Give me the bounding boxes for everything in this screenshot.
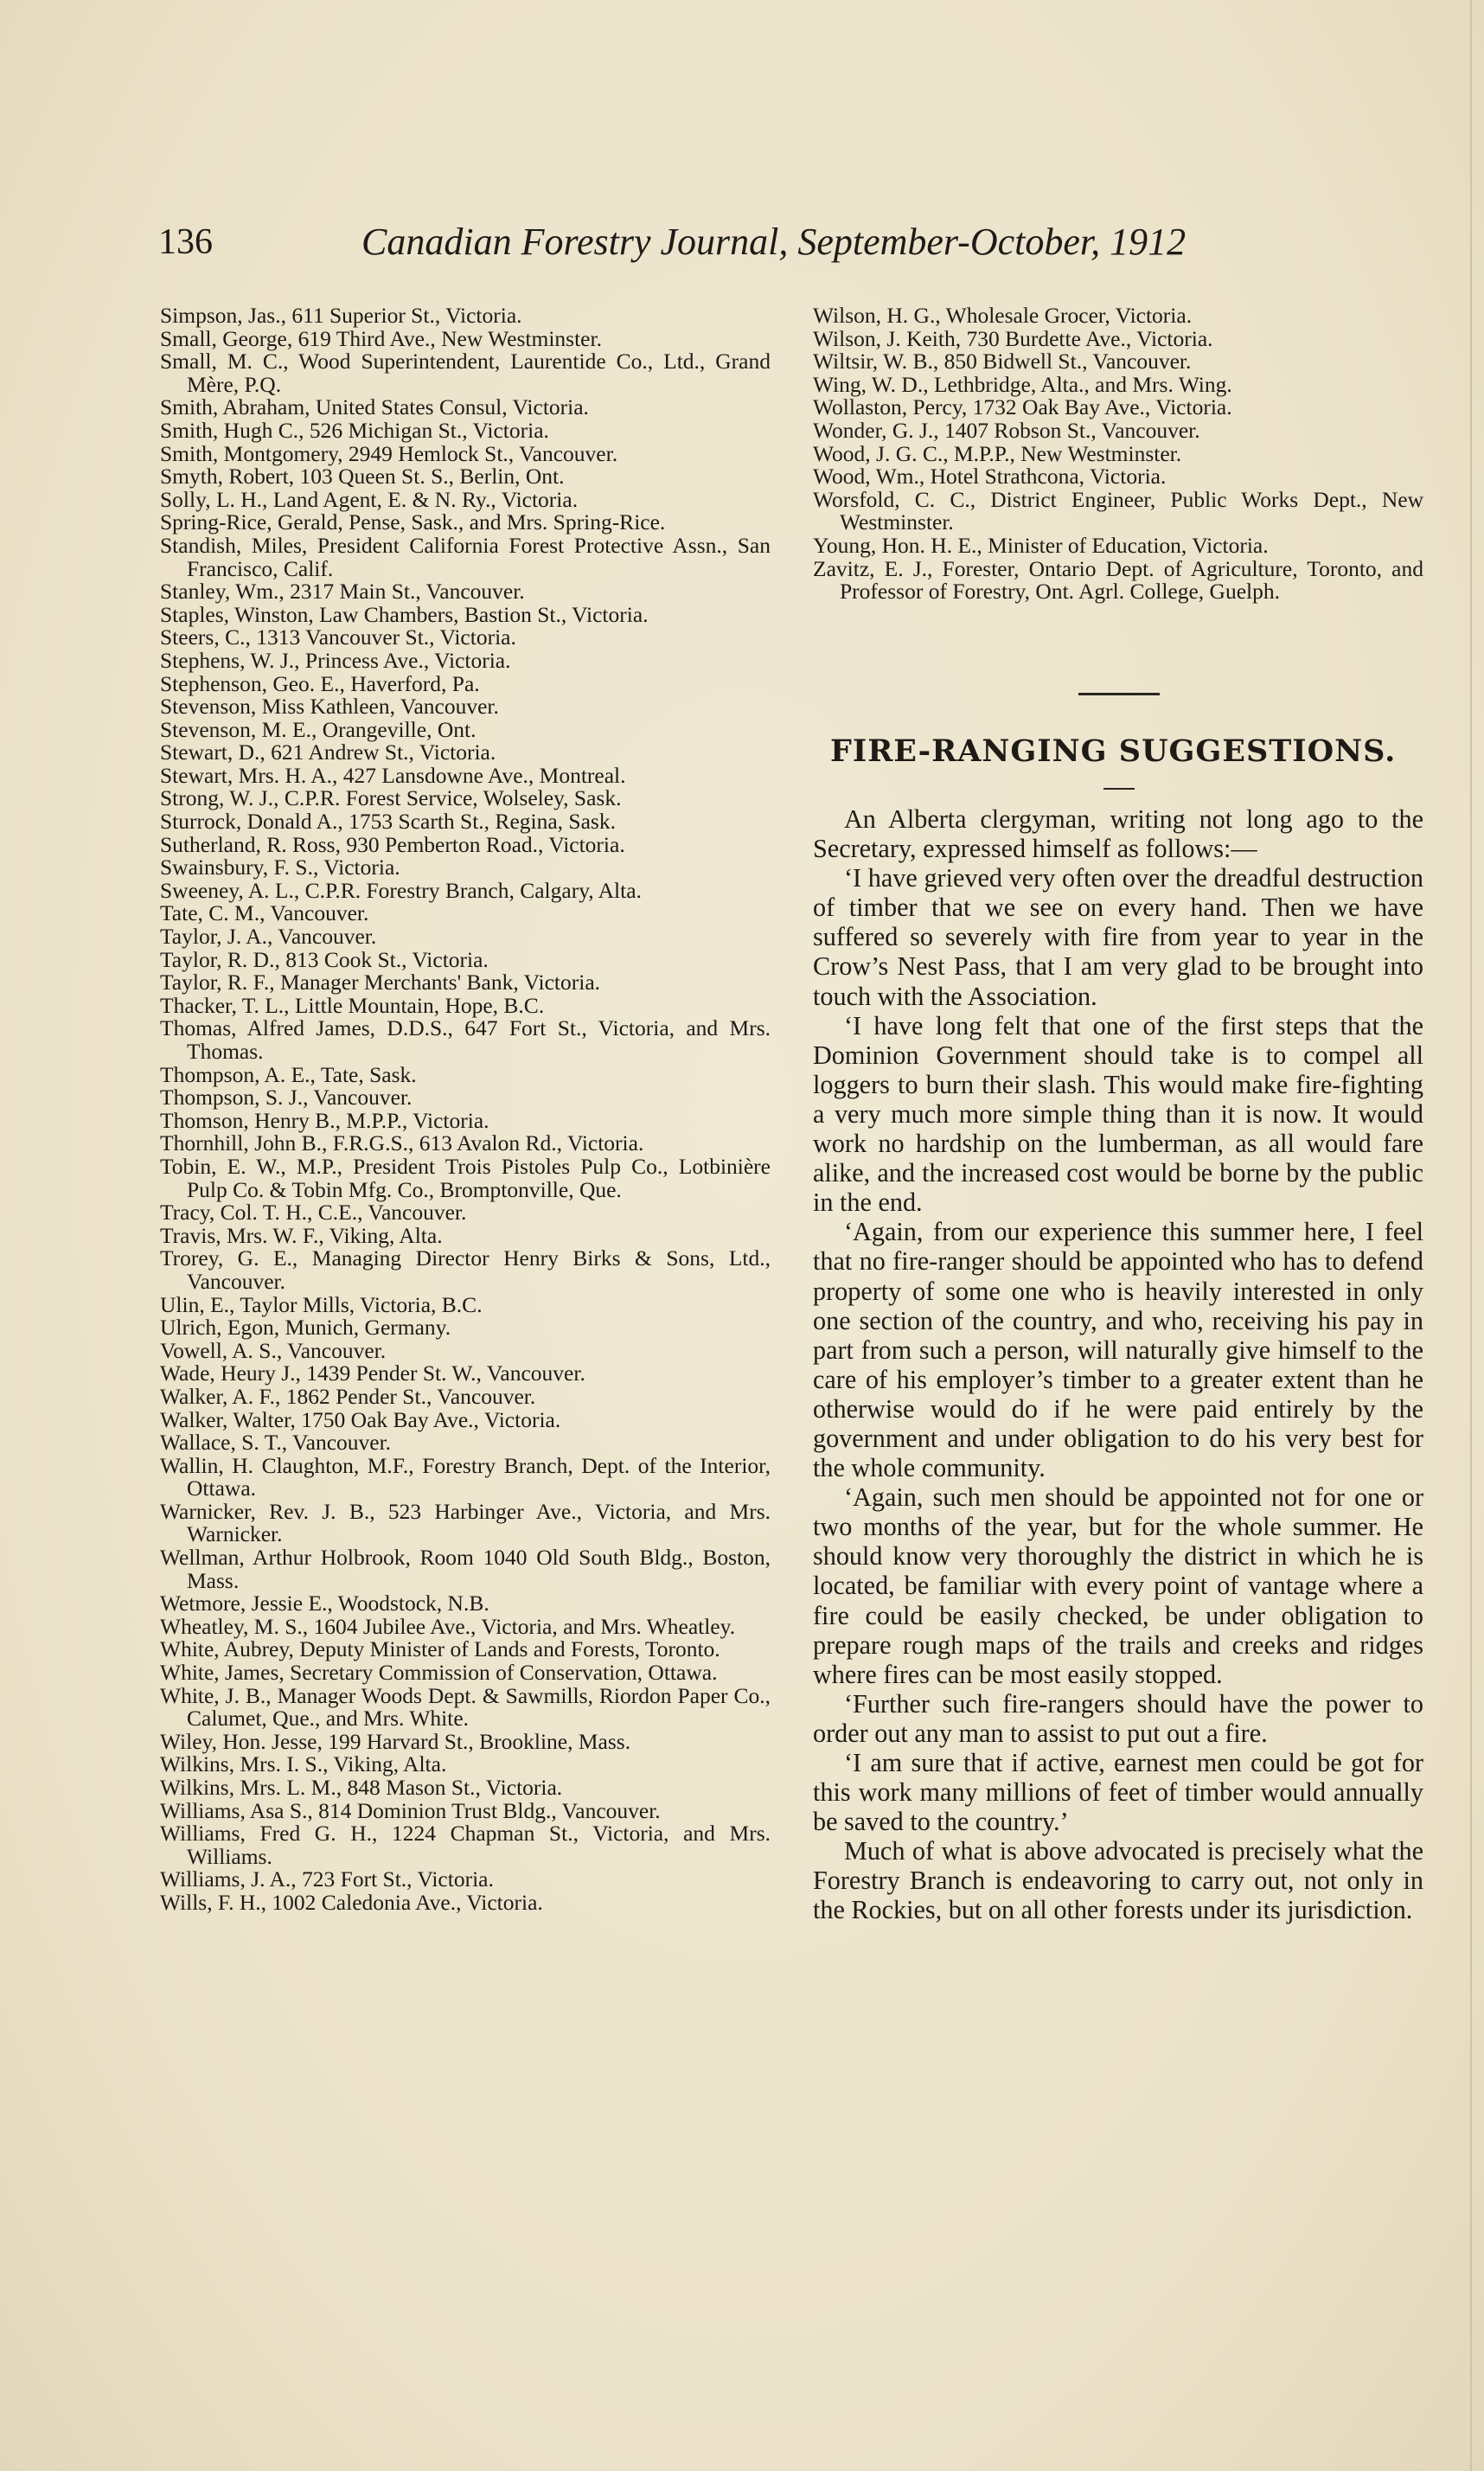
member-entry: Wills, F. H., 1002 Caledonia Ave., Victoria.	[160, 1889, 543, 1915]
member-entry: Staples, Winston, Law Chambers, Bastion St., Victoria.	[160, 601, 649, 627]
member-entry: White, Aubrey, Deputy Minister of Lands and Forests, Toronto.	[160, 1636, 720, 1662]
page-number: 136	[158, 222, 213, 262]
member-entry: Vowell, A. S., Vancouver.	[160, 1337, 387, 1363]
member-entry: Stephenson, Geo. E., Haverford, Pa.	[160, 670, 480, 696]
member-entry: Wallin, H. Claughton, M.F., Forestry Branch, Dept. of the Interior, Ottawa.	[160, 1452, 771, 1501]
page-header	[158, 218, 1231, 266]
article-paragraph: ‘Again, from our experience this summer here, I feel that no fire-ranger should be appointed who has to defend property of some one who is heavily interested in only one section of the country, and who, receiving his pay in part from such a person, will naturally give himself to the care of his employer’s timber to a greater extent than he otherwise would do if he were paid entirely by the government and under obligation to do his very best for the whole community.	[813, 1217, 1423, 1483]
member-entry: Smith, Abraham, United States Consul, Victoria.	[160, 394, 589, 420]
member-entry: Tobin, E. W., M.P., President Trois Pistoles Pulp Co., Lotbinière Pulp Co. & Tobin Mfg. Co., Bromptonville, Que.	[160, 1153, 771, 1202]
member-entry: Travis, Mrs. W. F., Viking, Alta.	[160, 1222, 443, 1248]
member-entry: Wing, W. D., Lethbridge, Alta., and Mrs. Wing.	[813, 371, 1232, 397]
member-entry: Wilkins, Mrs. L. M., 848 Mason St., Victoria.	[160, 1775, 563, 1800]
article-body	[813, 804, 1423, 1925]
member-entry: Smith, Hugh C., 526 Michigan St., Victoria.	[160, 417, 549, 443]
member-entry: Solly, L. H., Land Agent, E. & N. Ry., Victoria.	[160, 486, 579, 512]
member-entry: Wallace, S. T., Vancouver.	[160, 1430, 392, 1456]
member-entry: Thacker, T. L., Little Mountain, Hope, B.C.	[160, 992, 545, 1018]
member-entry: Thornhill, John B., F.R.G.S., 613 Avalon Rd., Victoria.	[160, 1130, 644, 1156]
page-edge	[1470, 0, 1472, 2471]
member-entry: Wollaston, Percy, 1732 Oak Bay Ave., Victoria.	[813, 394, 1232, 420]
article-paragraph: ‘I am sure that if active, earnest men could be got for this work many millions of feet of timber would annually be saved to the country.’	[813, 1748, 1423, 1837]
member-entry: Tate, C. M., Vancouver.	[160, 900, 369, 926]
member-entry: Sturrock, Donald A., 1753 Scarth St., Regina, Sask.	[160, 809, 616, 835]
member-entry: Swainsbury, F. S., Victoria.	[160, 855, 400, 880]
member-entry: Williams, Asa S., 814 Dominion Trust Bldg., Vancouver.	[160, 1797, 661, 1823]
member-entry: Wheatley, M. S., 1604 Jubilee Ave., Victoria, and Mrs. Wheatley.	[160, 1613, 736, 1639]
member-entry: Wetmore, Jessie E., Woodstock, N.B.	[160, 1591, 489, 1616]
member-entry: Stevenson, M. E., Orangeville, Ont.	[160, 716, 477, 742]
article-title: FIRE-RANGING SUGGESTIONS.	[830, 733, 1397, 769]
member-entry: Wilson, J. Keith, 730 Burdette Ave., Victoria.	[813, 325, 1213, 351]
member-entry: Walker, Walter, 1750 Oak Bay Ave., Victoria.	[160, 1406, 561, 1432]
member-entry: Wood, Wm., Hotel Strathcona, Victoria.	[813, 464, 1167, 490]
member-entry: White, J. B., Manager Woods Dept. & Sawmills, Riordon Paper Co., Calumet, Que., and Mrs. White.	[160, 1682, 771, 1732]
member-entry: Walker, A. F., 1862 Pender St., Vancouver.	[160, 1383, 536, 1409]
section-divider	[1078, 693, 1160, 695]
membership-list-left	[160, 304, 771, 1915]
member-entry: Stanley, Wm., 2317 Main St., Vancouver.	[160, 579, 525, 605]
member-entry: Young, Hon. H. E., Minister of Education, Victoria.	[813, 532, 1269, 558]
member-entry: Tracy, Col. T. H., C.E., Vancouver.	[160, 1200, 467, 1226]
member-entry: Stewart, Mrs. H. A., 427 Lansdowne Ave., Montreal.	[160, 762, 626, 788]
member-entry: Worsfold, C. C., District Engineer, Public Works Dept., New Westminster.	[813, 486, 1423, 535]
member-entry: Strong, W. J., C.P.R. Forest Service, Wolseley, Sask.	[160, 785, 622, 811]
member-entry: Trorey, G. E., Managing Director Henry Birks & Sons, Ltd., Vancouver.	[160, 1245, 771, 1294]
member-entry: Thomson, Henry B., M.P.P., Victoria.	[160, 1107, 489, 1133]
member-entry: Ulin, E., Taylor Mills, Victoria, B.C.	[160, 1291, 483, 1317]
member-entry: Stephens, W. J., Princess Ave., Victoria.	[160, 647, 511, 673]
member-entry: Wilkins, Mrs. I. S., Viking, Alta.	[160, 1751, 447, 1777]
member-entry: Wilson, H. G., Wholesale Grocer, Victoria.	[813, 303, 1193, 328]
member-entry: Warnicker, Rev. J. B., 523 Harbinger Ave., Victoria, and Mrs. Warnicker.	[160, 1498, 771, 1547]
member-entry: Williams, J. A., 723 Fort St., Victoria.	[160, 1866, 494, 1892]
member-entry: Small, M. C., Wood Superintendent, Laurentide Co., Ltd., Grand Mère, P.Q.	[160, 349, 771, 397]
member-entry: Wade, Heury J., 1439 Pender St. W., Vancouver.	[160, 1360, 585, 1386]
member-entry: Small, George, 619 Third Ave., New Westminster.	[160, 325, 602, 351]
member-entry: Spring-Rice, Gerald, Pense, Sask., and Mrs. Spring-Rice.	[160, 509, 666, 535]
member-entry: Taylor, R. D., 813 Cook St., Victoria.	[160, 946, 489, 972]
article-paragraph: ‘I have long felt that one of the first steps that the Dominion Government should take is to compel all loggers to burn their slash. This would make fire-fighting a very much more simple thing than it is now. It would work no hardship on the lumberman, as all would fare alike, and the increased cost would be borne by the public in the end.	[813, 1010, 1423, 1218]
title-rule	[1103, 788, 1135, 790]
article-paragraph: ‘Again, such men should be appointed not for one or two months of the year, but for the whole summer. He should know very thoroughly the district in which he is located, be familiar with every point of vantage where a fire could be easily checked, be under obligation to prepare rough maps of the trails and creeks and ridges where fires can be most easily stopped.	[813, 1482, 1423, 1689]
member-entry: Smyth, Robert, 103 Queen St. S., Berlin, Ont.	[160, 464, 565, 490]
member-entry: Thomas, Alfred James, D.D.S., 647 Fort St., Victoria, and Mrs. Thomas.	[160, 1015, 771, 1064]
member-entry: Wonder, G. J., 1407 Robson St., Vancouver.	[813, 417, 1200, 443]
article-paragraph: An Alberta clergyman, writing not long ago to the Secretary, expressed himself as follows:—	[813, 804, 1423, 864]
article-paragraph: ‘Further such fire-rangers should have the power to order out any man to assist to put out a fire.	[813, 1688, 1423, 1748]
member-entry: Zavitz, E. J., Forester, Ontario Dept. of Agriculture, Toronto, and Professor of Forestry, Ont. Agrl. College, Guelph.	[813, 555, 1423, 605]
member-entry: Smith, Montgomery, 2949 Hemlock St., Vancouver.	[160, 440, 618, 466]
member-entry: White, James, Secretary Commission of Conservation, Ottawa.	[160, 1660, 718, 1686]
member-entry: Steers, C., 1313 Vancouver St., Victoria.	[160, 624, 516, 650]
member-entry: Thompson, A. E., Tate, Sask.	[160, 1061, 417, 1087]
member-entry: Taylor, R. F., Manager Merchants' Bank, Victoria.	[160, 970, 601, 995]
article-paragraph: Much of what is above advocated is precisely what the Forestry Branch is endeavoring to carry out, not only in the Rockies, but on all other forests under its jurisdiction.	[813, 1836, 1423, 1925]
article-paragraph: ‘I have grieved very often over the dreadful destruction of timber that we see on every hand. Then we have suffered so severely with fire from year to year in the Crow’s Nest Pass, that I am very glad to be brought into touch with the Association.	[813, 863, 1423, 1011]
member-entry: Sweeney, A. L., C.P.R. Forestry Branch, Calgary, Alta.	[160, 877, 642, 903]
member-entry: Ulrich, Egon, Munich, Germany.	[160, 1315, 451, 1341]
member-entry: Wiltsir, W. B., 850 Bidwell St., Vancouver.	[813, 349, 1192, 374]
member-entry: Standish, Miles, President California Forest Protective Assn., San Francisco, Calif.	[160, 532, 771, 581]
running-head: Canadian Forestry Journal, September-October, 1912	[361, 221, 1187, 263]
member-entry: Wiley, Hon. Jesse, 199 Harvard St., Brookline, Mass.	[160, 1728, 631, 1754]
member-entry: Simpson, Jas., 611 Superior St., Victoria.	[160, 303, 522, 328]
member-entry: Wellman, Arthur Holbrook, Room 1040 Old South Bldg., Boston, Mass.	[160, 1545, 771, 1593]
member-entry: Williams, Fred G. H., 1224 Chapman St., Victoria, and Mrs. Williams.	[160, 1821, 771, 1869]
member-entry: Stewart, D., 621 Andrew St., Victoria.	[160, 739, 496, 765]
member-entry: Thompson, S. J., Vancouver.	[160, 1085, 413, 1111]
member-entry: Wood, J. G. C., M.P.P., New Westminster.	[813, 440, 1182, 466]
membership-list-right	[813, 304, 1423, 604]
member-entry: Sutherland, R. Ross, 930 Pemberton Road., Victoria.	[160, 831, 625, 857]
member-entry: Taylor, J. A., Vancouver.	[160, 924, 377, 950]
member-entry: Stevenson, Miss Kathleen, Vancouver.	[160, 694, 499, 720]
